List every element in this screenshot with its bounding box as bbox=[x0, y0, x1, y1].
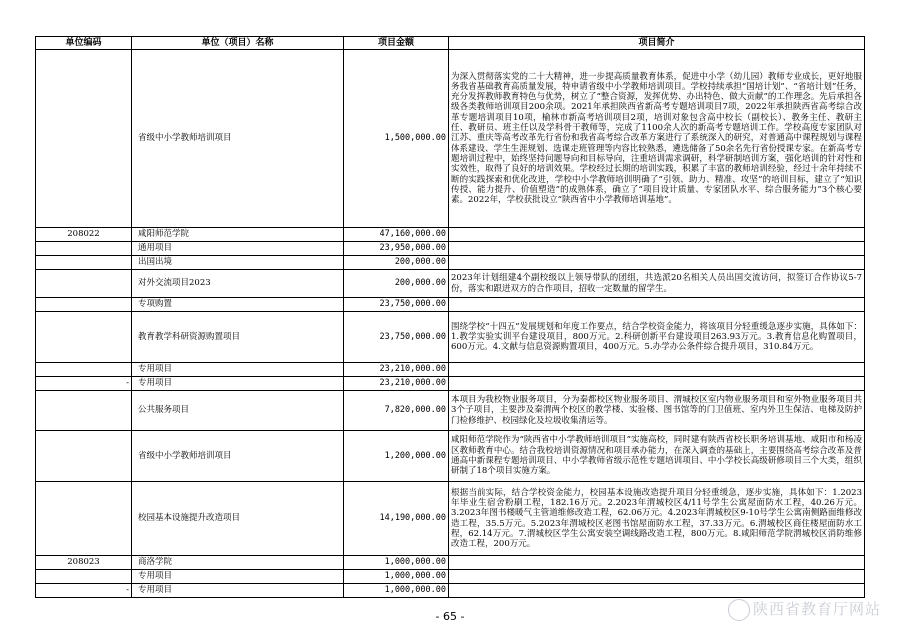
cell-code bbox=[36, 242, 132, 256]
cell-code bbox=[36, 570, 132, 584]
cell-code bbox=[36, 391, 132, 431]
cell-name: 专用项目 bbox=[132, 377, 344, 391]
cell-intro bbox=[449, 377, 865, 391]
cell-amount: 1,500,000.00 bbox=[344, 50, 449, 228]
table-row bbox=[36, 242, 865, 256]
cell-amount: 23,750,000.00 bbox=[344, 312, 449, 363]
table-row bbox=[36, 50, 865, 228]
cell-name: 校园基本设施提升改造项目 bbox=[132, 482, 344, 556]
cell-name: 通用项目 bbox=[132, 242, 344, 256]
table-header-row bbox=[36, 37, 865, 50]
cell-intro: 为深入贯彻落实党的二十大精神，进一步提高质量教育体系，促进中小学（幼儿园）教师专业成长，更好地服务我省基础教育高质量发展，特申请省级中小学教师培训项目。学校持续承担“国培计划”、“省培计划”任务，充分发挥教师教育特色与优势，树立了“整合资源，发挥优势、办出特色、做大贡献”的工作理念。先后承担各级各类教师培训项目200余项。2021年承担陕西省新高考专题培训项目7项，2022年承担陕西省高考综合改革专题培训项目10项，榆林市新高考培训项目2项，培训对象包含高中校长（副校长）、教务主任、教研主任、教研员、班主任以及学科骨干教师等，完成了1100余人次的新高考专题培训工作。学校高度专家团队对江苏、重庆等高考改革先行省份和我省高考综合改革方案进行了系统深入的研究，对普通高中课程规划与课程体系建设、学生生涯规划、选课走班管理等内容比较熟悉，遴选储备了50余名先行省份授课专家。在新高考专题培训过程中，始终坚持问题导向和目标导向，注重培训需求调研，科学研制培训方案，强化培训的针对性和实效性，取得了良好的培训效果。学校经过长期的培训实践，积累了丰富的教师培训经验，经过十余年持续不断的实践探索和优化改进，学校中小学教师培训明确了“引领、助力、精准、攻坚”的培训目标，建立了“知识传授、能力提升、价值塑造”的成熟体系，确立了“项目设计质量、专家团队水平、综合服务能力”3个核心要素。2022年，学校获批设立“陕西省中小学教师培训基地”。 bbox=[449, 50, 865, 228]
header-code: 单位编码 bbox=[36, 37, 132, 50]
cell-amount: 1,200,000.00 bbox=[344, 431, 449, 482]
watermark-text: 陕西省教育厅网站 bbox=[753, 600, 882, 618]
cell-intro: 根据当前实际，结合学校资金能力，校园基本设施改造提升项目分轻重缓急，逐步实施，具体如下：1.2023年毕业生宿舍粉刷工程，182.16万元。2.2023年渭城校区4/11号学生公寓屋面防水工程，40.26万元。3.2023年图书楼暖气主管道维修改造工程，62.06万元。4.2023年渭城校区9-10号学生公寓南侧路面维修改造工程，35.5万元。5.2023年渭城校区老图书馆屋面防水工程，37.33万元。6.渭城校区商住楼屋面防水工程，62.14万元。7.渭城校区学生公寓安装空调线路改造工程，800万元。8.咸阳师范学院渭城校区消防维修改造工程，200万元。 bbox=[449, 482, 865, 556]
cell-code bbox=[36, 256, 132, 270]
cell-intro bbox=[449, 256, 865, 270]
cell-code: 208022 bbox=[36, 228, 132, 242]
cell-amount: 23,210,000.00 bbox=[344, 377, 449, 391]
cell-intro bbox=[449, 242, 865, 256]
cell-intro bbox=[449, 570, 865, 584]
cell-intro bbox=[449, 298, 865, 312]
cell-code bbox=[36, 50, 132, 228]
cell-code: - bbox=[36, 584, 132, 598]
cell-name: 省级中小学教师培训项目 bbox=[132, 50, 344, 228]
cell-amount: 1,000,000.00 bbox=[344, 556, 449, 570]
header-amount: 项目金额 bbox=[344, 37, 449, 50]
cell-name: 商洛学院 bbox=[132, 556, 344, 570]
table-row bbox=[36, 584, 865, 598]
cell-code bbox=[36, 312, 132, 363]
cell-amount: 1,000,000.00 bbox=[344, 584, 449, 598]
cell-amount: 14,190,000.00 bbox=[344, 482, 449, 556]
cell-amount: 200,000.00 bbox=[344, 256, 449, 270]
cell-code bbox=[36, 431, 132, 482]
header-name: 单位（项目）名称 bbox=[132, 37, 344, 50]
cell-intro: 咸阳师范学院作为“陕西省中小学教师培训项目”实施高校，同时建有陕西省校长职务培训基地、咸阳市和杨凌区教师教育中心。结合我校培训资源情况和项目承办能力，在深入调查的基础上，主要围绕高考综合改革及普通高中新课程专题培训项目、中小学教师省级示范性专题培训项目、中小学校长高级研修项目三个大类，组织研制了18个项目实施方案。 bbox=[449, 431, 865, 482]
cell-name: 专用项目 bbox=[132, 570, 344, 584]
table-row bbox=[36, 556, 865, 570]
cell-intro: 2023年计划组建4个副校级以上领导带队的团组，共选派20名相关人员出国交流访问，拟签订合作协议5-7份，落实和跟进双方的合作项目，招收一定数量的留学生。 bbox=[449, 270, 865, 298]
cell-name: 对外交流项目2023 bbox=[132, 270, 344, 298]
cell-intro bbox=[449, 363, 865, 377]
table-row bbox=[36, 256, 865, 270]
cell-intro bbox=[449, 584, 865, 598]
cell-amount: 23,950,000.00 bbox=[344, 242, 449, 256]
cell-intro: 本项目为我校物业服务项目，分为秦都校区物业服务项目、渭城校区室内物业服务项目和室外物业服务项目共3个子项目，主要涉及秦渭两个校区的教学楼、实验楼、图书馆等的门卫值班、室内外卫生保洁、电梯及防护门检修维护、校园绿化及垃圾收集清运等。 bbox=[449, 391, 865, 431]
cell-code: - bbox=[36, 377, 132, 391]
cell-amount: 23,210,000.00 bbox=[344, 363, 449, 377]
cell-name: 出国出境 bbox=[132, 256, 344, 270]
header-intro: 项目简介 bbox=[449, 37, 865, 50]
cell-code bbox=[36, 482, 132, 556]
table-row bbox=[36, 228, 865, 242]
table-row bbox=[36, 391, 865, 431]
cell-intro bbox=[449, 228, 865, 242]
cell-code bbox=[36, 363, 132, 377]
cell-code bbox=[36, 298, 132, 312]
table-row bbox=[36, 482, 865, 556]
table-row bbox=[36, 270, 865, 298]
cell-code: 208023 bbox=[36, 556, 132, 570]
table-row bbox=[36, 377, 865, 391]
cell-name: 省级中小学教师培训项目 bbox=[132, 431, 344, 482]
cell-amount: 47,160,000.00 bbox=[344, 228, 449, 242]
table-row bbox=[36, 363, 865, 377]
cell-name: 教育教学科研资源购置项目 bbox=[132, 312, 344, 363]
table-row bbox=[36, 298, 865, 312]
cell-name: 专项购置 bbox=[132, 298, 344, 312]
cell-amount: 7,820,000.00 bbox=[344, 391, 449, 431]
table-row bbox=[36, 312, 865, 363]
cell-name: 专用项目 bbox=[132, 584, 344, 598]
cell-code bbox=[36, 270, 132, 298]
cell-amount: 1,000,000.00 bbox=[344, 570, 449, 584]
cell-name: 专用项目 bbox=[132, 363, 344, 377]
cell-amount: 23,750,000.00 bbox=[344, 298, 449, 312]
table-row bbox=[36, 431, 865, 482]
cell-intro: 围绕学校“十四五”发展规划和年度工作要点，结合学校资金能力，将该项目分轻重缓急逐步实施，具体如下：1.教学实验实训平台建设项目，800万元。2.科研创新平台建设项目263.93万元。3.教育信息化购置项目，600万元。4.文献与信息资源购置项目，400万元。5.办学办公条件综合提升项目，310.84万元。 bbox=[449, 312, 865, 363]
budget-table bbox=[35, 36, 865, 598]
cell-amount: 200,000.00 bbox=[344, 270, 449, 298]
cell-intro bbox=[449, 556, 865, 570]
page-number: - 65 - bbox=[435, 610, 465, 623]
cell-name: 公共服务项目 bbox=[132, 391, 344, 431]
cell-name: 咸阳师范学院 bbox=[132, 228, 344, 242]
table-row bbox=[36, 570, 865, 584]
